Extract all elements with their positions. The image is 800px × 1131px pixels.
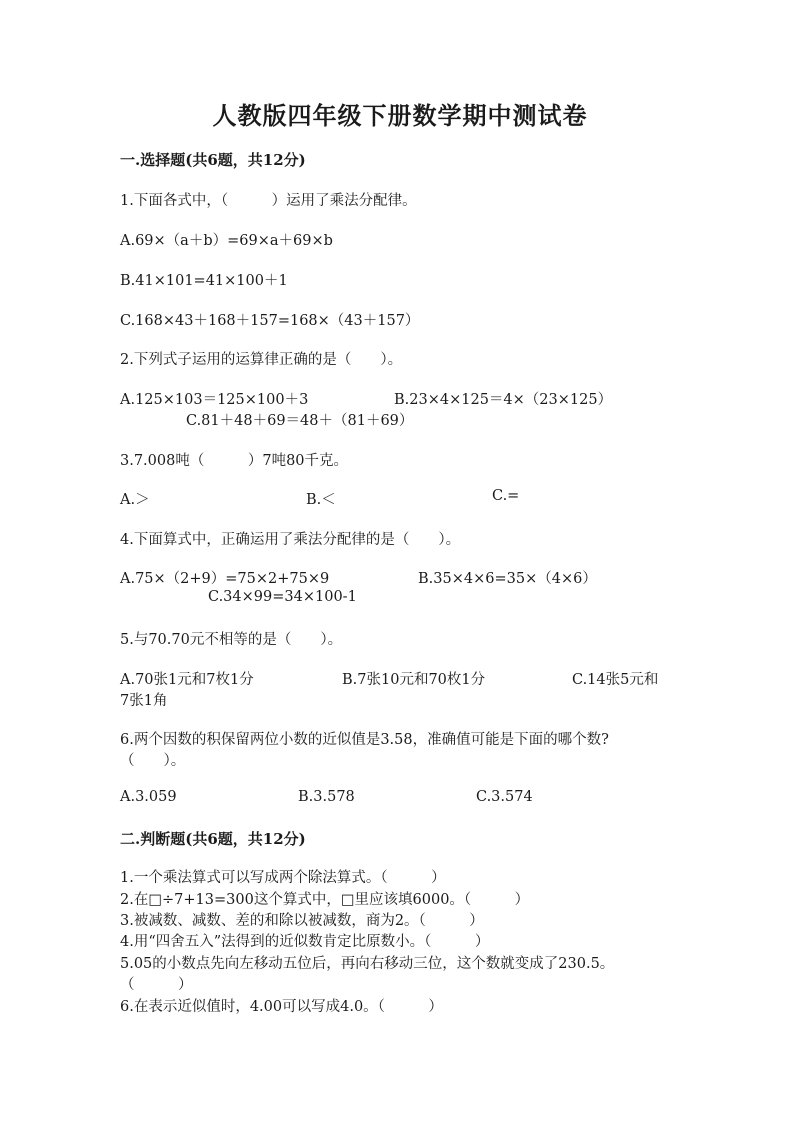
question-3-option-a: A.＞ bbox=[120, 492, 150, 508]
judgement-item-5-continued: （ ） bbox=[120, 977, 193, 993]
question-5-option-b: B.7张10元和70枚1分 bbox=[342, 672, 486, 688]
question-3-stem: 3.7.008吨（ ）7吨80千克。 bbox=[120, 453, 349, 469]
question-6-option-c: C.3.574 bbox=[476, 789, 533, 805]
question-4-option-a: A.75×（2+9）=75×2+75×9 bbox=[120, 571, 330, 587]
question-5-option-c-continued: 7张1角 bbox=[120, 693, 168, 709]
question-5-stem: 5.与70.70元不相等的是（ ）。 bbox=[120, 632, 343, 648]
question-2-stem: 2.下列式子运用的运算律正确的是（ ）。 bbox=[120, 352, 403, 368]
question-6-option-a: A.3.059 bbox=[120, 789, 177, 805]
question-2-option-a: A.125×103＝125×100＋3 bbox=[120, 392, 309, 408]
judgement-item-5: 5.05的小数点先向左移动五位后，再向右移动三位，这个数就变成了230.5。 bbox=[120, 956, 615, 972]
question-6-stem-continued: （ ）。 bbox=[120, 753, 186, 769]
question-4-option-c: C.34×99=34×100-1 bbox=[208, 589, 357, 605]
question-1-option-b: B.41×101=41×100＋1 bbox=[120, 273, 288, 289]
page-title: 人教版四年级下册数学期中测试卷 bbox=[212, 101, 588, 130]
question-6-stem: 6.两个因数的积保留两位小数的近似值是3.58，准确值可能是下面的哪个数? bbox=[120, 732, 609, 748]
question-1-stem: 1.下面各式中，（ ）运用了乘法分配律。 bbox=[120, 193, 417, 209]
section-heading-choice: 一.选择题(共6题，共12分) bbox=[120, 151, 306, 169]
question-2-option-b: B.23×4×125＝4×（23×125） bbox=[394, 392, 613, 408]
question-1-option-c: C.168×43＋168＋157=168×（43＋157） bbox=[120, 313, 420, 329]
question-4-option-b: B.35×4×6=35×（4×6） bbox=[418, 571, 597, 587]
question-2-option-c: C.81＋48＋69＝48＋（81＋69） bbox=[186, 413, 414, 429]
question-5-option-a: A.70张1元和7枚1分 bbox=[120, 672, 254, 688]
question-1-option-a: A.69×（a＋b）=69×a＋69×b bbox=[120, 233, 333, 249]
question-5-option-c: C.14张5元和 bbox=[572, 672, 659, 688]
question-4-stem: 4.下面算式中，正确运用了乘法分配律的是（ ）。 bbox=[120, 532, 461, 548]
question-3-option-c: C.= bbox=[492, 488, 520, 504]
judgement-item-1: 1.一个乘法算式可以写成两个除法算式。（ ） bbox=[120, 870, 446, 886]
question-3-option-b: B.＜ bbox=[306, 492, 336, 508]
judgement-item-2: 2.在□÷7+13=300这个算式中，□里应该填6000。（ ） bbox=[120, 892, 530, 908]
judgement-item-3: 3.被减数、减数、差的和除以被减数，商为2。（ ） bbox=[120, 913, 484, 929]
judgement-item-4: 4.用“四舍五入”法得到的近似数肯定比原数小。（ ） bbox=[120, 934, 490, 950]
question-6-option-b: B.3.578 bbox=[298, 789, 355, 805]
judgement-item-6: 6.在表示近似值时，4.00可以写成4.0。（ ） bbox=[120, 999, 443, 1015]
section-heading-judgement: 二.判断题(共6题，共12分) bbox=[120, 830, 306, 848]
